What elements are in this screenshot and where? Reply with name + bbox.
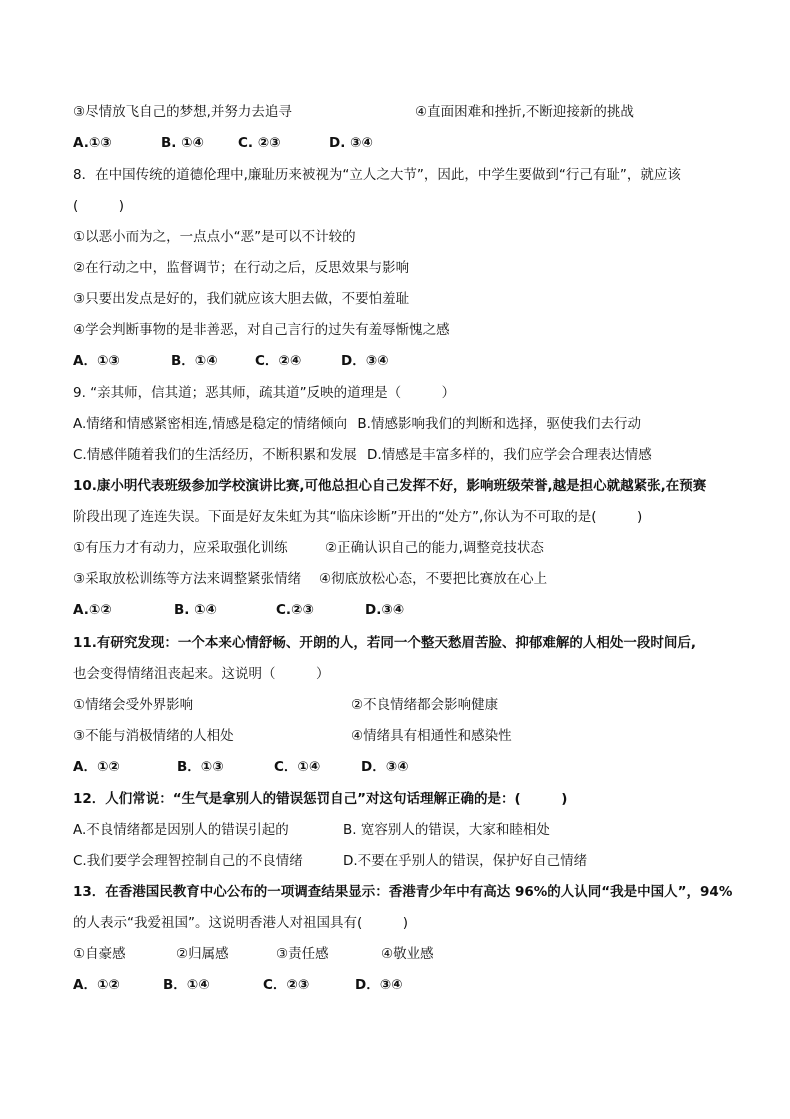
q13-option-1: ①自豪感	[73, 946, 126, 962]
q13-option-3: ③责任感	[276, 946, 329, 962]
q10-stem-line-1: 10.康小明代表班级参加学校演讲比赛,可他总担心自己发挥不好，影响班级荣誉,越是担心就越紧张,在预赛	[73, 478, 707, 494]
q13-options	[73, 945, 434, 963]
q9-option-b[interactable]: B.情感影响我们的判断和选择，驱使我们去行动	[357, 416, 641, 432]
q13-choice-a[interactable]: A．①②	[73, 977, 120, 993]
q10-stem-line-2: 阶段出现了连连失误。下面是好友朱虹为其“临床诊断”开出的“处方”,你认为不可取的是( )	[73, 509, 643, 525]
q10-choice-a[interactable]: A.①②	[73, 602, 112, 618]
q7-option-4: ④直面困难和挫折,不断迎接新的挑战	[415, 104, 634, 120]
q11-choice-c[interactable]: C．①④	[274, 759, 321, 775]
q12-option-a[interactable]: A.不良情绪都是因别人的错误引起的	[73, 822, 289, 838]
q11-choice-d[interactable]: D．③④	[361, 759, 409, 775]
q11-stem-line-2: 也会变得情绪沮丧起来。这说明（ ）	[73, 666, 330, 682]
q13-option-4: ④敬业感	[381, 946, 434, 962]
q12-option-c[interactable]: C.我们要学会理智控制自己的不良情绪	[73, 853, 303, 869]
q13-stem-line-2: 的人表示“我爱祖国”。这说明香港人对祖国具有( )	[73, 915, 409, 931]
q8-choice-c[interactable]: C．②④	[255, 353, 302, 369]
q8-choice-a[interactable]: A．①③	[73, 353, 120, 369]
q13-choice-d[interactable]: D．③④	[355, 977, 403, 993]
q8-choice-d[interactable]: D．③④	[341, 353, 389, 369]
q11-option-line-1	[73, 696, 499, 714]
q11-choices	[73, 758, 409, 776]
q11-option-1: ①情绪会受外界影响	[73, 697, 194, 713]
q8-choice-b[interactable]: B．①④	[171, 353, 218, 369]
q7-option-3: ③尽情放飞自己的梦想,并努力去追寻	[73, 104, 292, 120]
q11-choice-a[interactable]: A．①②	[73, 759, 120, 775]
q11-option-4: ④情绪具有相通性和感染性	[351, 728, 512, 744]
q10-option-line-2	[73, 570, 548, 588]
q10-option-3: ③采取放松训练等方法来调整紧张情绪	[73, 571, 302, 587]
q12-option-b[interactable]: B. 宽容别人的错误，大家和睦相处	[343, 822, 550, 838]
q12-stem: 12．人们常说：“生气是拿别人的错误惩罚自己”对这句话理解正确的是：( )	[73, 791, 568, 807]
q11-stem-line-1: 11.有研究发现：一个本来心情舒畅、开朗的人，若同一个整天愁眉苦脸、抑郁难解的人相处一段时间后,	[73, 635, 697, 651]
q10-option-4: ④彻底放松心态，不要把比赛放在心上	[319, 571, 548, 587]
q8-stem: 8．在中国传统的道德伦理中,廉耻历来被视为“立人之大节”，因此，中学生要做到“行己有耻”，就应该	[73, 167, 681, 183]
q13-choice-b[interactable]: B．①④	[163, 977, 210, 993]
q9-option-c[interactable]: C.情感伴随着我们的生活经历，不断积累和发展	[73, 447, 357, 463]
q8-option-3: ③只要出发点是好的，我们就应该大胆去做，不要怕羞耻	[73, 291, 410, 307]
q10-choices	[73, 601, 405, 619]
q13-choices	[73, 976, 403, 994]
q11-option-line-2	[73, 727, 512, 745]
q10-option-1: ①有压力才有动力，应采取强化训练	[73, 540, 288, 556]
q7-choice-c[interactable]: C. ②③	[238, 135, 281, 151]
q13-choice-c[interactable]: C．②③	[263, 977, 310, 993]
q8-choices	[73, 352, 389, 370]
q7-choices	[73, 134, 373, 152]
q11-option-2: ②不良情绪都会影响健康	[351, 697, 499, 713]
q8-paren: ( )	[73, 198, 125, 214]
q7-choice-d[interactable]: D. ③④	[329, 135, 373, 151]
q8-option-1: ①以恶小而为之，一点点小“恶”是可以不计较的	[73, 229, 356, 245]
q13-option-2: ②归属感	[176, 946, 229, 962]
q13-stem-line-1: 13．在香港国民教育中心公布的一项调查结果显示：香港青少年中有高达 96%的人认同“我是中国人”，94%	[73, 884, 733, 900]
q9-stem: 9. “亲其师，信其道；恶其师，疏其道”反映的道理是（ ）	[73, 385, 456, 401]
q8-option-2: ②在行动之中，监督调节；在行动之后，反思效果与影响	[73, 260, 410, 276]
q8-option-4: ④学会判断事物的是非善恶，对自己言行的过失有羞辱惭愧之感	[73, 322, 450, 338]
q10-choice-c[interactable]: C.②③	[276, 602, 314, 618]
q12-option-line-1	[73, 821, 550, 839]
q9-option-line-1	[73, 415, 641, 433]
q9-option-a[interactable]: A.情绪和情感紧密相连,情感是稳定的情绪倾向	[73, 416, 348, 432]
q10-option-line-1	[73, 539, 544, 557]
q10-choice-d[interactable]: D.③④	[365, 602, 405, 618]
q10-choice-b[interactable]: B. ①④	[174, 602, 217, 618]
q10-option-2: ②正确认识自己的能力,调整竞技状态	[325, 540, 544, 556]
q12-option-line-2	[73, 852, 588, 870]
q12-option-d[interactable]: D.不要在乎别人的错误，保护好自己情绪	[343, 853, 588, 869]
q11-choice-b[interactable]: B．①③	[177, 759, 224, 775]
q7-option-line	[73, 103, 634, 121]
q7-choice-b[interactable]: B. ①④	[161, 135, 204, 151]
q9-option-d[interactable]: D.情感是丰富多样的，我们应学会合理表达情感	[367, 447, 652, 463]
q9-option-line-2	[73, 446, 652, 464]
q7-choice-a[interactable]: A.①③	[73, 135, 112, 151]
q11-option-3: ③不能与消极情绪的人相处	[73, 728, 234, 744]
